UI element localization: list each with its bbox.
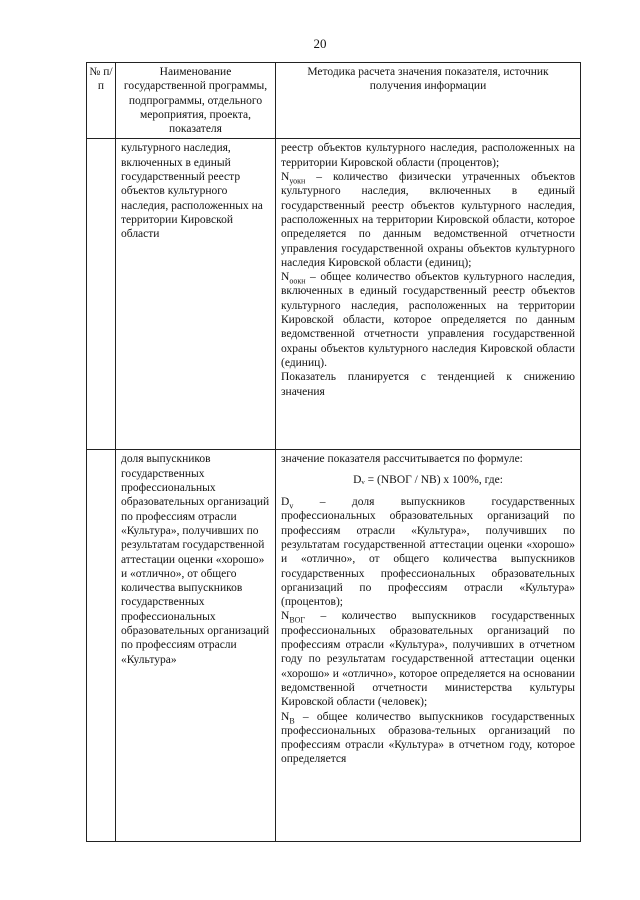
method-intro: значение показателя рассчитывается по формуле: — [281, 453, 523, 466]
variable-subscript: оокн — [289, 276, 306, 286]
header-number: № п/п — [87, 63, 116, 139]
row-method-cell — [276, 139, 581, 450]
table-row — [87, 450, 581, 842]
variable-subscript: уокн — [289, 176, 306, 186]
row-number-cell — [87, 450, 116, 842]
method-paragraph — [281, 270, 575, 370]
variable-definition: – количество выпускников государственных профессиональных образовательных организаций по профессиям отрасли «Культура», получивших в отчетном году по результатам государственной аттестации оценки «хорошо» и «отлично», которое определяется на основании ведомственной отчетности министерства культуры Кировской области (человек); — [281, 610, 575, 709]
variable-symbol: D — [281, 496, 290, 509]
variable-definition: – общее количество объектов культурного наследия, включенных в единый государственный реестр объектов культурного наследия, расположенных на территории Кировской области, которое определяется по данным ведомственной отчетности управления государственной охраны объектов культурного наследия Кировской области (единиц). — [281, 271, 575, 369]
header-name: Наименование государственной программы, подпрограммы, отдельного мероприятия, проекта, показателя — [116, 63, 276, 139]
method-paragraph — [281, 495, 575, 609]
method-paragraph: реестр объектов культурного наследия, расположенных на территории Кировской области (процентов); — [281, 142, 575, 169]
row-name-cell — [116, 139, 276, 450]
variable-definition: – количество физически утраченных объектов культурного наследия, включенных в единый государственный реестр объектов культурного наследия, расположенных на территории Кировской области, которое определяется по данным ведомственной отчетности управления государственной охраны объектов культурного наследия Кировской области (единиц); — [281, 171, 575, 269]
variable-symbol: N — [281, 271, 290, 284]
variable-symbol: N — [281, 710, 290, 723]
method-paragraph — [281, 609, 575, 709]
variable-symbol: N — [281, 171, 290, 184]
variable-subscript: ВОГ — [289, 615, 306, 625]
table-row — [87, 139, 581, 450]
row-method-cell — [276, 450, 581, 842]
header-method: Методика расчета значения показателя, источник получения информации — [276, 63, 581, 139]
row-number-cell — [87, 139, 116, 450]
method-note: Показатель планируется с тенденцией к снижению значения — [281, 371, 575, 398]
row-name-cell — [116, 450, 276, 842]
indicator-table — [86, 62, 581, 842]
indicator-name: культурного наследия, включенных в единый государственный реестр объектов культурного наследия, расположенных на территории Кировской области — [121, 142, 263, 241]
variable-symbol: N — [281, 610, 290, 623]
method-paragraph — [281, 170, 575, 270]
variable-subscript: В — [289, 715, 295, 725]
table-header-row — [87, 63, 581, 139]
variable-definition: – общее количество выпускников государственных профессиональных образова-тельных организаций по профессиям отрасли «Культура» в отчетном году, которое определяется — [281, 710, 575, 766]
variable-definition: – доля выпускников государственных профессиональных образовательных организаций по профессиям отрасли «Культура», получивших по результатам государственной аттестации оценки «хорошо» и «отлично», от общего количества выпускников государственных профессиональных образовательных организаций по профессиям отрасли «Культура» (процентов); — [281, 496, 575, 609]
page-number: 20 — [313, 36, 327, 51]
formula: Dᵥ = (NВОГ / NВ) x 100%, где: — [353, 473, 503, 486]
indicator-name: доля выпускников государственных профессиональных образовательных организаций по профессиям отрасли «Культура», получивших по результатам государственной аттестации оценки «хорошо» и «отлично», от общего количества выпускников государственных профессиональных образовательных организаций по профессиям отрасли «Культура» — [121, 453, 270, 666]
variable-subscript: v — [289, 501, 294, 511]
method-paragraph — [281, 710, 575, 767]
